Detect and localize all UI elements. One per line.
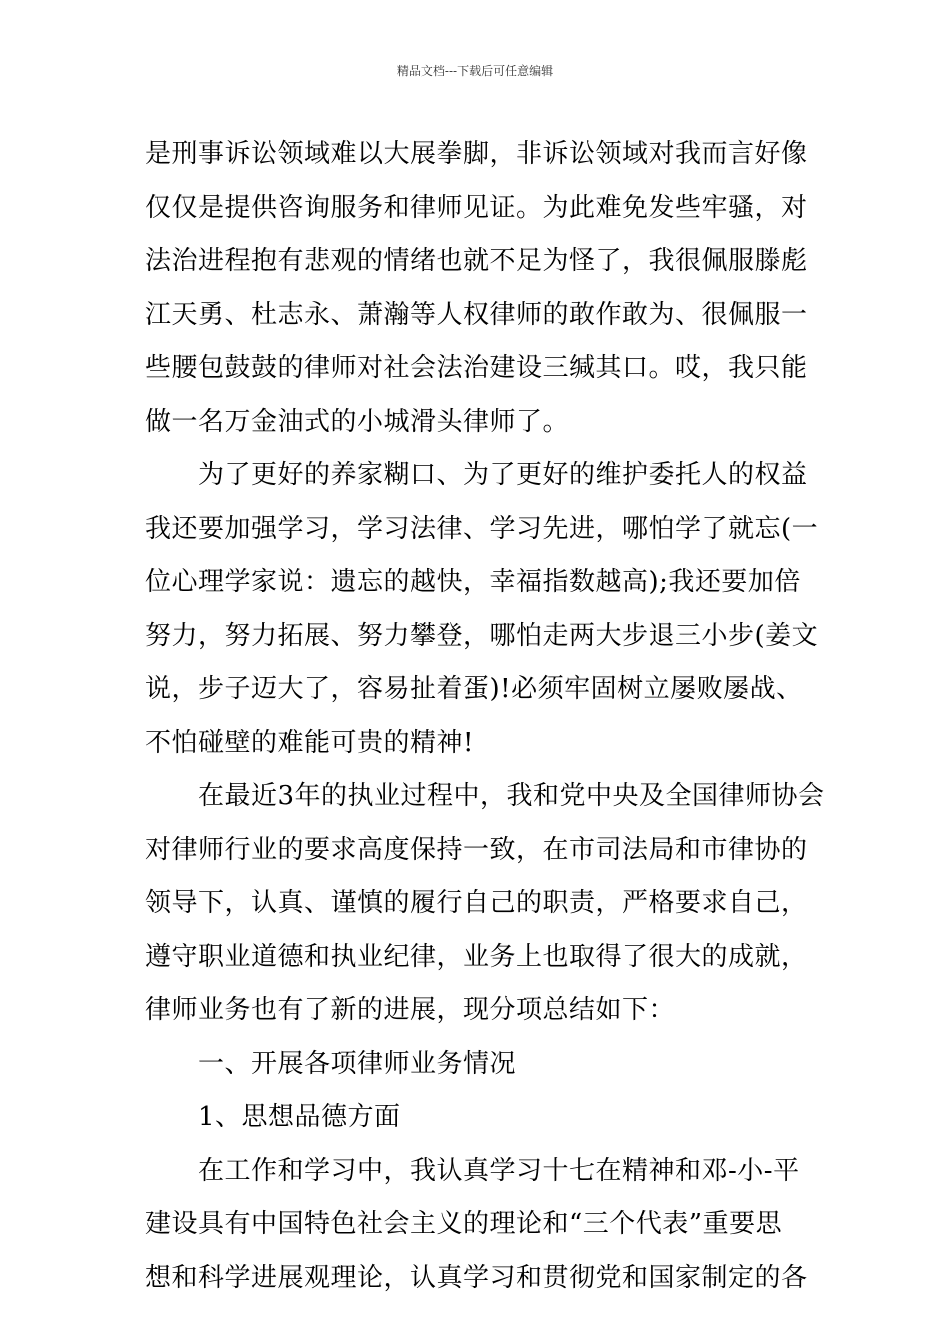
text-line: 仅仅是提供咨询服务和律师见证。为此难免发些牢骚，对 (145, 192, 808, 223)
document-body (145, 128, 825, 1305)
text-line: 说，步子迈大了，容易扯着蛋)!必须牢固树立屡败屡战、 (145, 674, 803, 704)
section-heading: 一、开展各项律师业务情况 (198, 1048, 517, 1079)
text-line: 律师业务也有了新的进展，现分项总结如下： (145, 995, 676, 1025)
paragraph-start-line: 在工作和学习中，我认真学习十七在精神和邓-小-平 (198, 1155, 800, 1186)
text-line: 努力，努力拓展、努力攀登，哪怕走两大步退三小步(姜文 (145, 620, 819, 651)
text-line: 建设具有中国特色社会主义的理论和“三个代表”重要思 (145, 1209, 783, 1239)
text-line: 是刑事诉讼领域难以大展拳脚，非诉讼领域对我而言好像 (145, 139, 808, 169)
subsection-heading: 1、思想品德方面 (198, 1102, 401, 1132)
text-line: 些腰包鼓鼓的律师对社会法治建设三缄其口。哎，我只能 (145, 353, 808, 383)
text-line: 位心理学家说：遗忘的越快，幸福指数越高);我还要加倍 (145, 567, 801, 597)
text-line: 遵守职业道德和执业纪律，业务上也取得了很大的成就， (145, 941, 808, 972)
text-line: 江天勇、杜志永、萧瀚等人权律师的敢作敢为、很佩服一 (145, 299, 808, 330)
text-line: 做一名万金油式的小城滑头律师了。 (145, 406, 570, 437)
paragraph-start-line: 在最近3年的执业过程中，我和党中央及全国律师协会 (198, 781, 825, 811)
text-line: 法治进程抱有悲观的情绪也就不足为怪了，我很佩服滕彪 (145, 246, 808, 276)
paragraph-start-line: 为了更好的养家糊口、为了更好的维护委托人的权益 (198, 460, 808, 490)
text-line: 对律师行业的要求高度保持一致，在市司法局和市律协的 (145, 834, 808, 865)
text-line: 不怕碰壁的难能可贵的精神! (145, 727, 474, 758)
page-header: 精品文档---下载后可任意编辑 (396, 64, 554, 78)
text-line: 我还要加强学习，学习法律、学习先进，哪怕学了就忘(一 (145, 513, 819, 544)
text-line: 领导下，认真、谨慎的履行自己的职责，严格要求自己， (145, 888, 808, 918)
text-line: 想和科学进展观理论，认真学习和贯彻党和国家制定的各 (145, 1262, 808, 1293)
